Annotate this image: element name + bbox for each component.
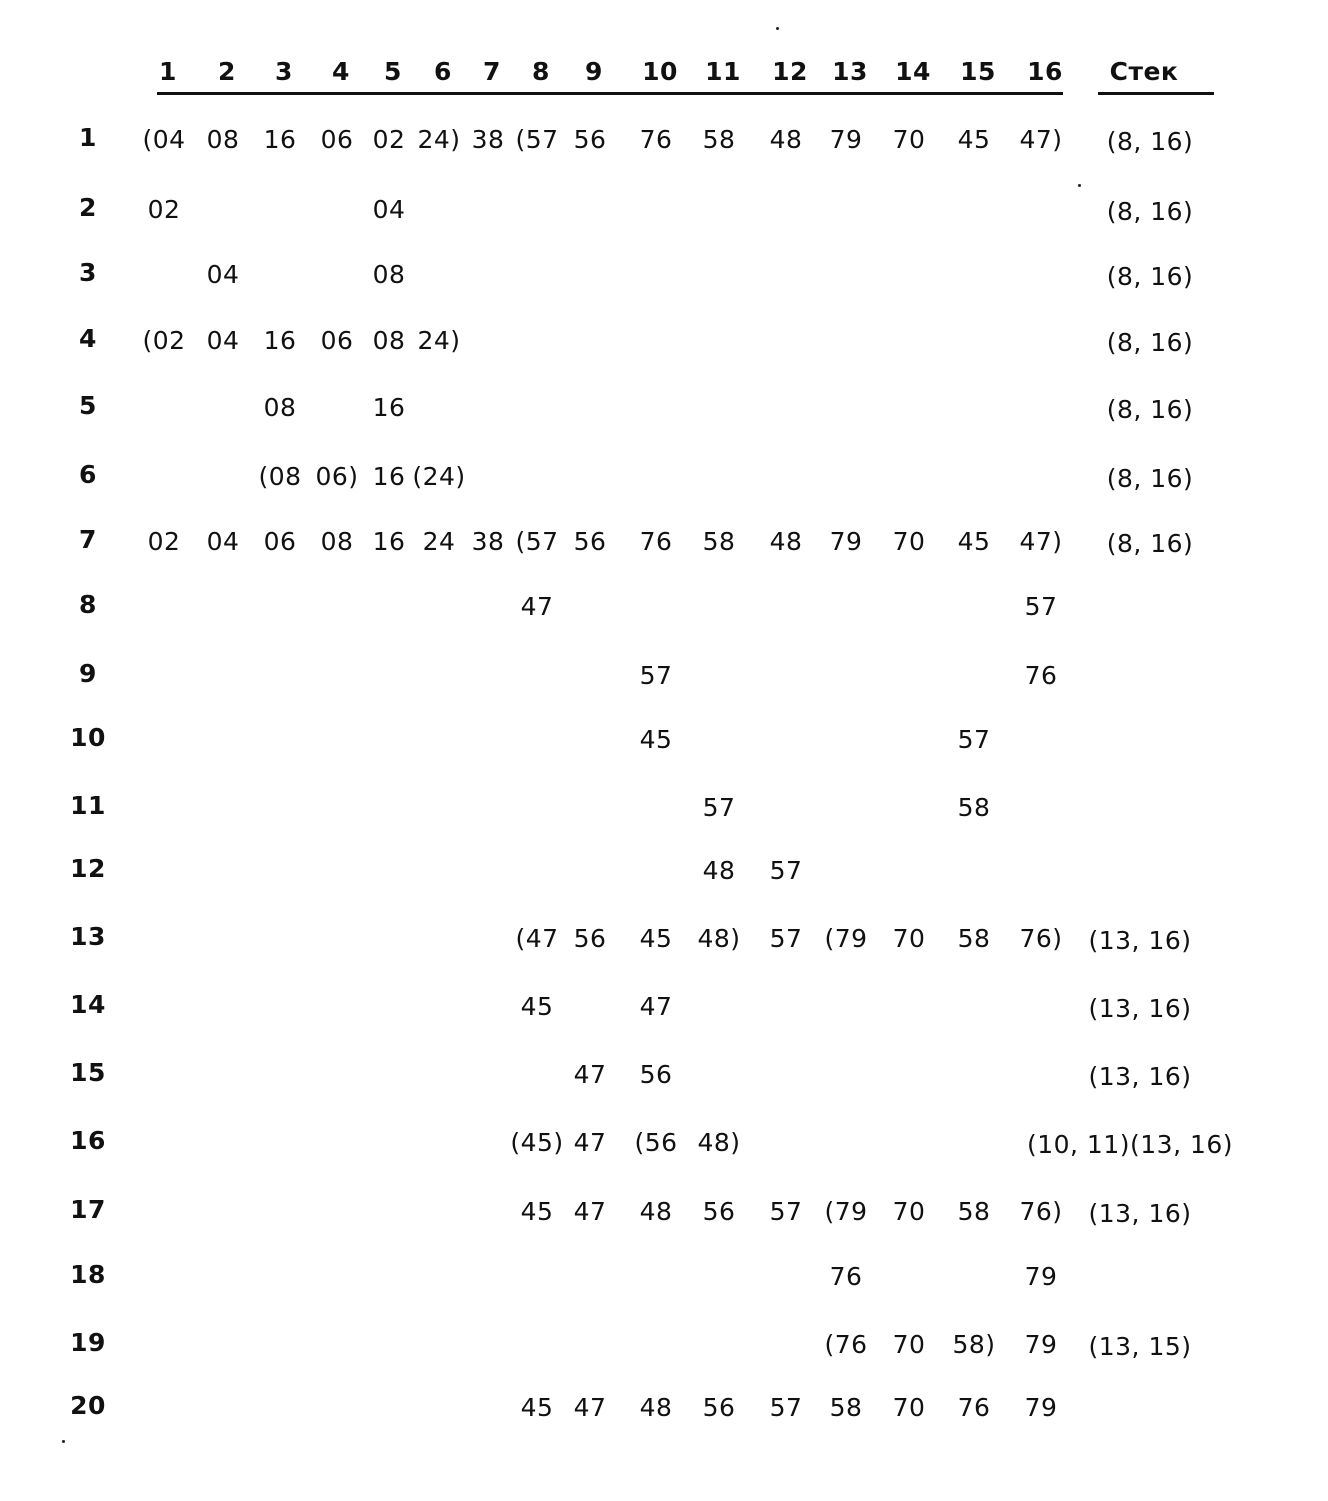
table-cell: 47: [573, 1197, 607, 1226]
table-cell: 48: [639, 1197, 673, 1226]
table-cell: (56: [634, 1128, 678, 1157]
stack-cell: (13, 16): [1088, 994, 1192, 1023]
table-cell: 06: [263, 527, 297, 556]
table-cell: 48: [769, 527, 803, 556]
table-cell: 76): [1019, 924, 1063, 953]
table-cell: 56: [702, 1197, 736, 1226]
column-header: 16: [1027, 57, 1063, 86]
table-cell: 16: [263, 125, 297, 154]
column-header: 11: [705, 57, 741, 86]
table-cell: 47): [1019, 527, 1063, 556]
stack-cell: (8, 16): [1106, 529, 1194, 558]
table-cell: 57: [702, 793, 736, 822]
stack-column-header: Стек: [1109, 57, 1179, 86]
table-cell: 02: [147, 527, 181, 556]
table-cell: 58: [829, 1393, 863, 1422]
scan-speck: [62, 1440, 65, 1443]
table-cell: 79: [829, 527, 863, 556]
stack-cell: (8, 16): [1106, 395, 1194, 424]
table-cell: 56: [573, 125, 607, 154]
table-cell: 47): [1019, 125, 1063, 154]
table-cell: 08: [206, 125, 240, 154]
column-header: 7: [483, 57, 501, 86]
row-number: 1: [79, 123, 97, 152]
row-number: 9: [79, 659, 97, 688]
stack-cell: (8, 16): [1106, 262, 1194, 291]
table-cell: 57: [639, 661, 673, 690]
table-cell: 24: [422, 527, 456, 556]
table-cell: 58: [957, 793, 991, 822]
stack-cell: (8, 16): [1106, 197, 1194, 226]
table-cell: 70: [892, 924, 926, 953]
table-cell: 47: [573, 1060, 607, 1089]
row-number: 4: [79, 324, 97, 353]
table-cell: 48: [702, 856, 736, 885]
column-header: 2: [218, 57, 236, 86]
column-header: 6: [434, 57, 452, 86]
table-cell: 57: [957, 725, 991, 754]
scan-speck: [1078, 184, 1081, 187]
table-cell: 08: [372, 260, 406, 289]
table-cell: (57: [515, 527, 559, 556]
table-cell: (76: [824, 1330, 868, 1359]
table-cell: 48): [697, 1128, 741, 1157]
row-number: 6: [79, 460, 97, 489]
table-cell: 48: [769, 125, 803, 154]
table-cell: 76: [639, 527, 673, 556]
table-cell: 76: [1024, 661, 1058, 690]
column-header: 12: [772, 57, 808, 86]
table-cell: 79: [829, 125, 863, 154]
row-number: 10: [70, 723, 106, 752]
table-cell: 56: [639, 1060, 673, 1089]
table-cell: 76: [829, 1262, 863, 1291]
stack-cell: (10, 11)(13, 16): [1026, 1130, 1234, 1159]
column-header: 10: [642, 57, 678, 86]
table-cell: 02: [372, 125, 406, 154]
row-number: 8: [79, 590, 97, 619]
table-cell: 45: [957, 125, 991, 154]
table-cell: 16: [372, 527, 406, 556]
row-number: 13: [70, 922, 106, 951]
table-cell: (04: [142, 125, 186, 154]
column-header: 13: [832, 57, 868, 86]
row-number: 5: [79, 391, 97, 420]
row-number: 3: [79, 258, 97, 287]
row-number: 16: [70, 1126, 106, 1155]
table-cell: 57: [769, 1197, 803, 1226]
table-cell: 45: [639, 725, 673, 754]
stack-cell: (13, 16): [1088, 1199, 1192, 1228]
table-cell: 58: [957, 1197, 991, 1226]
table-cell: 70: [892, 1330, 926, 1359]
row-number: 17: [70, 1195, 106, 1224]
table-cell: 47: [573, 1393, 607, 1422]
table-cell: (45): [510, 1128, 564, 1157]
table-cell: 06): [315, 462, 359, 491]
table-cell: (02: [142, 326, 186, 355]
column-header: 8: [532, 57, 550, 86]
column-header: 1: [159, 57, 177, 86]
table-cell: 08: [320, 527, 354, 556]
column-header: 4: [332, 57, 350, 86]
table-cell: 48: [639, 1393, 673, 1422]
column-header: 9: [585, 57, 603, 86]
table-cell: 57: [769, 924, 803, 953]
table-cell: 57: [769, 1393, 803, 1422]
table-cell: 70: [892, 1197, 926, 1226]
stack-header-underline: [1098, 92, 1214, 95]
row-number: 12: [70, 854, 106, 883]
table-cell: 57: [769, 856, 803, 885]
table-cell: (79: [824, 1197, 868, 1226]
table-cell: 04: [206, 260, 240, 289]
stack-cell: (13, 16): [1088, 1062, 1192, 1091]
row-number: 7: [79, 525, 97, 554]
stack-cell: (8, 16): [1106, 464, 1194, 493]
table-cell: 56: [702, 1393, 736, 1422]
column-header: 5: [384, 57, 402, 86]
table-cell: 70: [892, 125, 926, 154]
table-cell: 58: [702, 527, 736, 556]
table-cell: 02: [147, 195, 181, 224]
table-cell: 48): [697, 924, 741, 953]
stack-cell: (13, 16): [1088, 926, 1192, 955]
table-cell: (57: [515, 125, 559, 154]
header-underline: [157, 92, 1063, 95]
row-number: 20: [70, 1391, 106, 1420]
table-cell: 45: [520, 992, 554, 1021]
table-cell: 58): [952, 1330, 996, 1359]
table-cell: 45: [639, 924, 673, 953]
table-cell: 04: [206, 527, 240, 556]
column-header: 3: [275, 57, 293, 86]
table-cell: 04: [206, 326, 240, 355]
table-cell: 57: [1024, 592, 1058, 621]
row-number: 18: [70, 1260, 106, 1289]
table-cell: 38: [471, 527, 505, 556]
stack-cell: (13, 15): [1088, 1332, 1192, 1361]
table-cell: (47: [515, 924, 559, 953]
table-cell: (79: [824, 924, 868, 953]
table-cell: 79: [1024, 1330, 1058, 1359]
table-cell: 38: [471, 125, 505, 154]
table-cell: 16: [372, 462, 406, 491]
table-cell: 06: [320, 326, 354, 355]
row-number: 15: [70, 1058, 106, 1087]
table-cell: 06: [320, 125, 354, 154]
table-cell: 47: [639, 992, 673, 1021]
row-number: 14: [70, 990, 106, 1019]
table-cell: 16: [263, 326, 297, 355]
table-cell: 56: [573, 527, 607, 556]
row-number: 11: [70, 791, 106, 820]
column-header: 14: [895, 57, 931, 86]
stack-cell: (8, 16): [1106, 328, 1194, 357]
table-cell: 70: [892, 527, 926, 556]
stack-cell: (8, 16): [1106, 127, 1194, 156]
table-cell: 45: [520, 1197, 554, 1226]
table-cell: 08: [372, 326, 406, 355]
table-cell: 45: [520, 1393, 554, 1422]
table-cell: 58: [702, 125, 736, 154]
scan-speck: [776, 27, 779, 30]
table-cell: 47: [520, 592, 554, 621]
table-cell: 24): [417, 326, 461, 355]
table-cell: (08: [258, 462, 302, 491]
table-cell: 08: [263, 393, 297, 422]
table-cell: 45: [957, 527, 991, 556]
table-cell: 04: [372, 195, 406, 224]
table-cell: 47: [573, 1128, 607, 1157]
table-cell: 70: [892, 1393, 926, 1422]
table-cell: 79: [1024, 1393, 1058, 1422]
table-cell: 16: [372, 393, 406, 422]
table-cell: (24): [412, 462, 466, 491]
table-cell: 24): [417, 125, 461, 154]
column-header: 15: [960, 57, 996, 86]
row-number: 19: [70, 1328, 106, 1357]
table-cell: 79: [1024, 1262, 1058, 1291]
table-cell: 76: [957, 1393, 991, 1422]
table-cell: 76: [639, 125, 673, 154]
table-cell: 56: [573, 924, 607, 953]
table-cell: 76): [1019, 1197, 1063, 1226]
row-number: 2: [79, 193, 97, 222]
table-cell: 58: [957, 924, 991, 953]
